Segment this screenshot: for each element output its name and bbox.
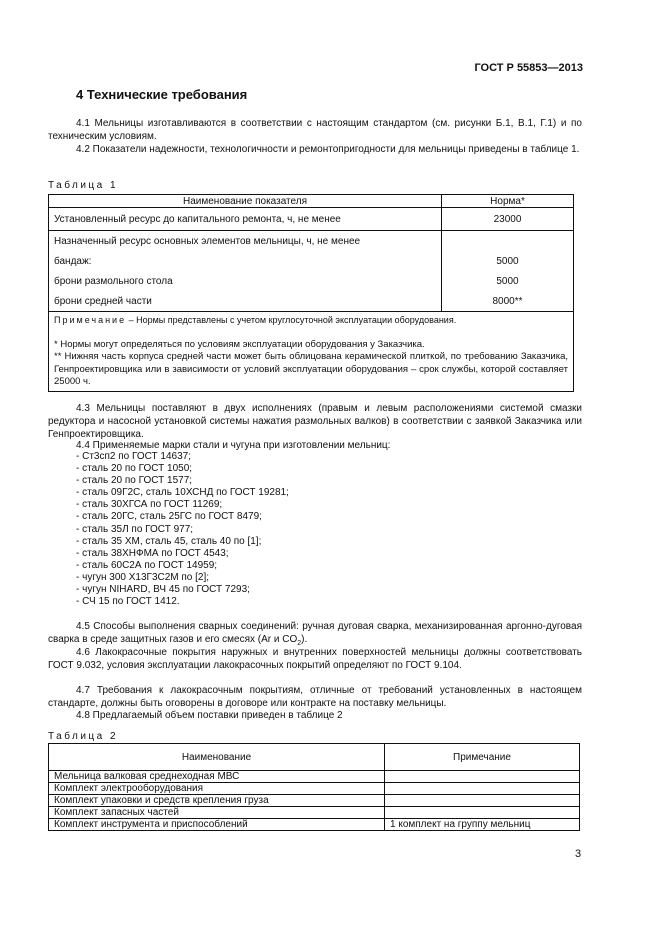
table-cell: 5000 [442,271,574,291]
table-2-caption: Таблица 2 [48,731,119,742]
list-item: - сталь 38ХНФМА по ГОСТ 4543; [76,547,229,559]
table-row [49,795,580,807]
note-label: Примечание [54,315,127,325]
table-notes [49,312,574,392]
list-item: - Ст3сп2 по ГОСТ 14637; [76,451,191,462]
table-1-caption: Таблица 1 [48,180,119,191]
table-note [54,314,568,327]
list-item: - сталь 20 по ГОСТ 1050; [76,463,193,475]
table-cell: бандаж: [49,251,442,271]
list-item: - сталь 09Г2С, сталь 10ХСНД по ГОСТ 19281; [76,487,289,499]
subscript: 2 [297,640,302,647]
table-cell: 1 комплект на группу мельниц [385,819,580,831]
paragraph-4-2: 4.2 Показатели надежности, технологичности и ремонтопригодности для мельницы приведены в таблице 1. [76,144,580,155]
list-item: - чугун 300 Х13Г3С2М по [2]; [76,571,210,583]
document-code: ГОСТ Р 55853—2013 [474,62,583,74]
table-cell [385,795,580,807]
table-header-cell: Примечание [385,744,580,771]
table-row [49,783,580,795]
table-cell: Установленный ресурс до капитального ремонта, ч, не менее [49,208,442,231]
table-row [49,819,580,831]
table-row [49,771,580,783]
table-cell: брони средней части [49,291,442,312]
table-cell: 23000 [442,208,574,231]
table-cell: 8000** [442,291,574,312]
paragraph-4-5-end: ). [301,634,308,645]
materials-list [76,451,289,608]
paragraph-4-7: 4.7 Требования к лакокрасочным покрытиям, отличные от требований установленных в настоящем стандарте, должны быть оговорены в договоре или контракте на поставку мельницы. [48,685,582,709]
table-cell: Назначенный ресурс основных элементов мельницы, ч, не менее [49,231,442,252]
footnote-1: * Нормы могут определяться по условиям эксплуатации оборудования у Заказчика. [54,338,425,350]
table-header-cell: Норма* [442,195,574,208]
table-cell [385,807,580,819]
table-cell [442,231,574,252]
table-notes-row [49,312,574,392]
paragraph-4-5-text: 4.5 Способы выполнения сварных соединений: ручная дуговая сварка, механизированная аргонно-дуговая сварка в среде защитных газов и его смесях (Ar и CO [48,621,582,645]
list-item: - сталь 35 ХМ, сталь 45, сталь 40 по [1]; [76,535,262,547]
table-row [49,807,580,819]
paragraph-4-8: 4.8 Предлагаемый объем поставки приведен в таблице 2 [76,710,343,721]
table-2 [48,743,580,831]
list-item: - сталь 35Л по ГОСТ 977; [76,523,194,535]
table-row [49,208,574,231]
list-item: - чугун NIHARD, ВЧ 45 по ГОСТ 7293; [76,584,250,596]
list-item: - сталь 20 по ГОСТ 1577; [76,475,193,487]
table-row [49,291,574,312]
list-item: - сталь 60С2А по ГОСТ 14959; [76,559,218,571]
section-title: 4 Технические требования [76,87,248,102]
table-cell: Комплект инструмента и приспособлений [49,819,385,831]
list-item: - сталь 20ГС, сталь 25ГС по ГОСТ 8479; [76,511,262,523]
table-row [49,231,574,252]
table-header-row [49,744,580,771]
paragraph-4-6: 4.6 Лакокрасочные покрытия наружных и внутренних поверхностей мельницы должны соответствовать ГОСТ 9.032, условия эксплуатации лакокрасочных покрытий определяют по ГОСТ 9.104. [48,647,582,671]
paragraph-4-1: 4.1 Мельницы изготавливаются в соответствии с настоящим стандартом (см. рисунки Б.1, В.1, Г.1) и по техническим условиям. [48,118,582,142]
table-row [49,271,574,291]
table-header-cell: Наименование показателя [49,195,442,208]
paragraph-4-4: 4.4 Применяемые марки стали и чугуна при изготовлении мельниц: [76,440,391,451]
table-cell [385,783,580,795]
table-cell: Комплект запасных частей [49,807,385,819]
list-item: - сталь 30ХГСА по ГОСТ 11269; [76,499,223,511]
table-cell: брони размольного стола [49,271,442,291]
page-number: 3 [575,848,582,860]
table-cell: Комплект упаковки и средств крепления груза [49,795,385,807]
table-header-row [49,195,574,208]
paragraph-4-3: 4.3 Мельницы поставляют в двух исполнениях (правым и левым расположениями системой смазки редуктора и насосной установкой системы нажатия размольных валков) в соответствии с заявкой Заказчика или Генпроектировщика. [48,403,582,440]
table-row [49,251,574,271]
table-1 [48,194,574,392]
table-header-cell: Наименование [49,744,385,771]
footnote-2: ** Нижняя часть корпуса средней части может быть облицована керамической плиткой, по требованию Заказчика, Генпроектировщика или в зависимости от условий эксплуатации оборудования – срок службы, которой составляет 25000 ч. [54,351,568,387]
note-text: – Нормы представлены с учетом круглосуточной эксплуатации оборудования. [126,315,457,325]
table-cell: 5000 [442,251,574,271]
list-item: - СЧ 15 по ГОСТ 1412. [76,596,180,608]
table-cell [385,771,580,783]
table-cell: Комплект электрооборудования [49,783,385,795]
table-cell: Мельница валковая среднеходная МВС [49,771,385,783]
